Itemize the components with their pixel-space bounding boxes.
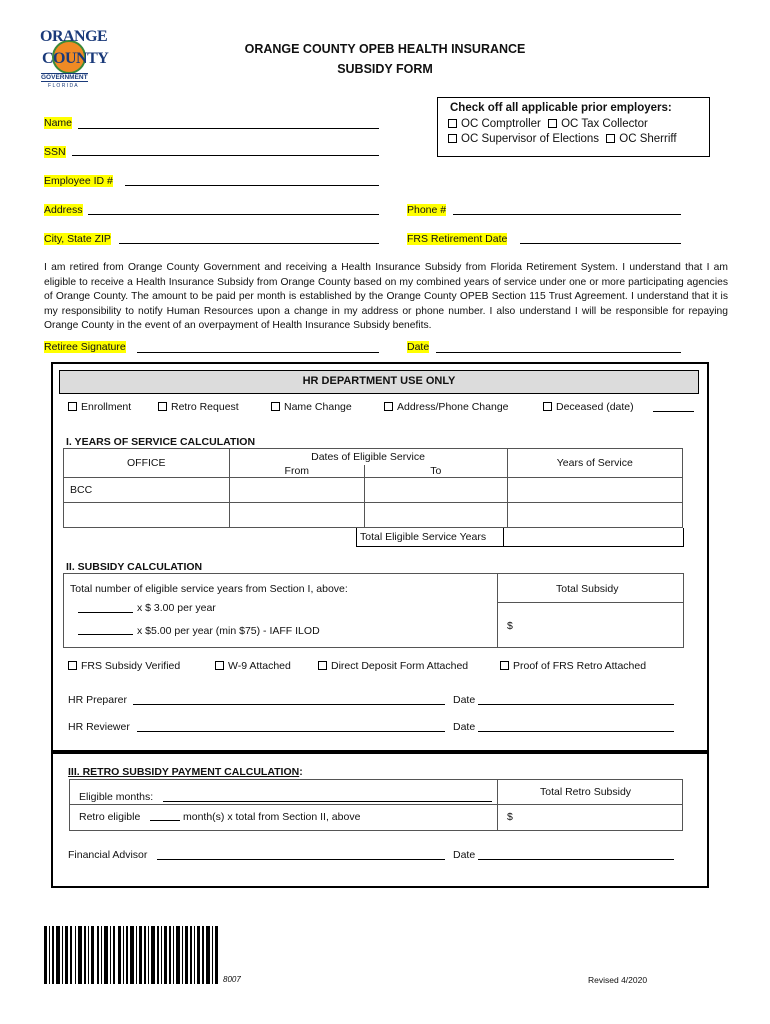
barcode-bar: [176, 926, 180, 984]
financial-advisor-date-field[interactable]: [478, 859, 674, 860]
rate-2-label: x $5.00 per year (min $75) - IAFF ILOD: [137, 625, 320, 637]
retro-total-divider: [497, 780, 498, 830]
address-label: Address: [44, 204, 83, 216]
form-title-line-2: SUBSIDY FORM: [337, 62, 433, 76]
phone-field[interactable]: [453, 214, 681, 215]
checkbox-frs-verified[interactable]: [68, 661, 77, 670]
hr-opt-retro: [158, 401, 239, 413]
checkbox-enrollment[interactable]: [68, 402, 77, 411]
logo-line-1: ORANGE: [40, 28, 108, 45]
barcode-bar: [78, 926, 82, 984]
eligible-months-label: Eligible months:: [79, 791, 154, 803]
hr-preparer-date-field[interactable]: [478, 704, 674, 705]
barcode-bar: [52, 926, 54, 984]
section-3-title-colon: :: [299, 766, 303, 778]
barcode-bar: [126, 926, 128, 984]
section-3-title: [68, 766, 303, 778]
employee-id-field[interactable]: [125, 185, 379, 186]
barcode-bar: [161, 926, 162, 984]
barcode-bar: [194, 926, 195, 984]
hr-department-header: [59, 370, 699, 394]
hr-preparer-label: HR Preparer: [68, 694, 127, 706]
barcode-bar: [169, 926, 171, 984]
barcode-bar: [70, 926, 72, 984]
years-of-service-table: [63, 448, 683, 528]
total-eligible-years-cell[interactable]: [503, 528, 684, 547]
barcode-bar: [151, 926, 155, 984]
signature-date-field[interactable]: [436, 352, 681, 353]
label-oc-tax-collector: OC Tax Collector: [561, 118, 648, 130]
label-oc-supervisor-elections: OC Supervisor of Elections: [461, 133, 600, 145]
bcc-from-cell[interactable]: [229, 477, 365, 502]
label-frs-verified: FRS Subsidy Verified: [81, 660, 181, 672]
check-direct-deposit: [318, 660, 468, 672]
from-header: From: [229, 465, 365, 478]
logo-line-2: COUNTY: [42, 50, 109, 67]
checkbox-proof-frs[interactable]: [500, 661, 509, 670]
office-2-cell[interactable]: [64, 502, 230, 527]
hr-opt-deceased: [543, 401, 634, 413]
label-w9: W-9 Attached: [228, 660, 291, 672]
rate-1-years-field[interactable]: [78, 612, 133, 613]
certification-paragraph: I am retired from Orange County Government and receiving a Health Insurance Subsidy from Florida Retirement System. I understand that I am eligible to receive a Health Insurance Subsidy from Orange County based on my combined years of service under one or more participating agencies of Orange County. The amount to be paid per month is established by the Orange County OPEB Section 115 Trust Agreement. I understand that it is my responsibility to notify Human Resources upon a change in my address or phone number. I also understand I will be responsible for repaying Orange County in the event of an overpayment of Health Insurance Subsidy benefits.: [44, 262, 728, 332]
ssn-label: SSN: [44, 146, 66, 158]
barcode-bar: [88, 926, 89, 984]
barcode-bar: [173, 926, 174, 984]
checkbox-name-change[interactable]: [271, 402, 280, 411]
retro-eligible-tail: month(s) x total from Section II, above: [183, 811, 361, 823]
total-subsidy-label: Total Subsidy: [556, 583, 619, 595]
checkbox-oc-sherriff[interactable]: [606, 134, 615, 143]
county-logo: [38, 28, 109, 90]
revised-date: Revised 4/2020: [588, 975, 648, 985]
employers-heading: Check off all applicable prior employers:: [450, 102, 672, 114]
barcode-bar: [84, 926, 86, 984]
employee-id-label: Employee ID #: [44, 175, 113, 187]
employers-box: [437, 97, 710, 157]
phone-label: Phone #: [407, 204, 447, 216]
total-eligible-years-label: Total Eligible Service Years: [360, 531, 487, 543]
check-w9: [215, 660, 291, 672]
barcode-bar: [206, 926, 210, 984]
checkbox-direct-deposit[interactable]: [318, 661, 327, 670]
rate-1-label: x $ 3.00 per year: [137, 602, 216, 614]
subsidy-total-divider: [497, 574, 498, 647]
ssn-field[interactable]: [72, 155, 379, 156]
checkbox-retro-request[interactable]: [158, 402, 167, 411]
retro-eligible-label: Retro eligible: [79, 811, 141, 823]
barcode-bar: [49, 926, 50, 984]
checkbox-address-change[interactable]: [384, 402, 393, 411]
office-2-to-cell[interactable]: [365, 502, 507, 527]
barcode-bar: [130, 926, 134, 984]
barcode-bar: [62, 926, 63, 984]
hr-department-header-text: HR DEPARTMENT USE ONLY: [302, 375, 456, 387]
hr-department-section: [51, 362, 709, 752]
employers-row-2: [448, 133, 677, 145]
barcode-bar: [157, 926, 159, 984]
barcode-bar: [44, 926, 47, 984]
financial-advisor-field[interactable]: [157, 859, 445, 860]
office-2-years-cell[interactable]: [507, 502, 682, 527]
label-name-change: Name Change: [284, 401, 352, 413]
label-enrollment: Enrollment: [81, 401, 132, 413]
barcode-bar: [212, 926, 213, 984]
office-2-from-cell[interactable]: [229, 502, 365, 527]
dates-header: Dates of Eligible Service: [229, 449, 507, 465]
form-title-line-1: ORANGE COUNTY OPEB HEALTH INSURANCE: [244, 42, 526, 56]
logo-line-4: F L O R I D A: [48, 83, 78, 89]
retro-middle-line: [70, 804, 682, 805]
bcc-years-cell[interactable]: [507, 477, 682, 502]
barcode-bar: [75, 926, 76, 984]
frs-retirement-date-label: FRS Retirement Date: [407, 233, 508, 245]
checkbox-oc-tax-collector[interactable]: [548, 119, 557, 128]
hr-preparer-date-label: Date: [453, 694, 476, 706]
barcode-bar: [110, 926, 111, 984]
checkbox-deceased[interactable]: [543, 402, 552, 411]
city-state-zip-label: City, State ZIP: [44, 233, 111, 245]
barcode-bar: [190, 926, 192, 984]
barcode-bar: [148, 926, 149, 984]
total-retro-subsidy-label: Total Retro Subsidy: [540, 786, 632, 798]
total-eligible-years-label-box: [356, 528, 504, 547]
barcode-bar: [182, 926, 183, 984]
barcode-bar: [101, 926, 102, 984]
label-retro-request: Retro Request: [171, 401, 239, 413]
employers-row-1: [448, 118, 648, 130]
barcode-bar: [113, 926, 115, 984]
hr-opt-enrollment: [68, 401, 131, 413]
checkbox-w9[interactable]: [215, 661, 224, 670]
hr-reviewer-label: HR Reviewer: [68, 721, 130, 733]
hr-preparer-field[interactable]: [133, 704, 445, 705]
barcode-bar: [164, 926, 167, 984]
financial-advisor-label: Financial Advisor: [68, 849, 148, 861]
label-direct-deposit: Direct Deposit Form Attached: [331, 660, 469, 672]
label-proof-frs: Proof of FRS Retro Attached: [513, 660, 647, 672]
check-frs-verified: [68, 660, 180, 672]
frs-retirement-date-field[interactable]: [520, 243, 681, 244]
barcode-bar: [91, 926, 94, 984]
name-field[interactable]: [78, 128, 379, 129]
checkbox-oc-comptroller[interactable]: [448, 119, 457, 128]
retro-dollar: $: [507, 811, 513, 823]
check-proof-frs: [500, 660, 646, 672]
total-subsidy-dollar: $: [507, 620, 513, 632]
rate-2-years-field[interactable]: [78, 634, 133, 635]
form-code: 8007: [223, 975, 241, 984]
barcode-bar: [202, 926, 204, 984]
barcode-bar: [144, 926, 146, 984]
address-field[interactable]: [88, 214, 379, 215]
barcode-bar: [136, 926, 137, 984]
barcode-bar: [197, 926, 200, 984]
retiree-signature-label: Retiree Signature: [44, 341, 126, 353]
deceased-date-field[interactable]: [653, 411, 694, 412]
city-state-zip-field[interactable]: [119, 243, 379, 244]
barcode-bar: [56, 926, 60, 984]
checkbox-oc-supervisor-elections[interactable]: [448, 134, 457, 143]
total-subsidy-header-line: [497, 602, 683, 603]
label-oc-comptroller: OC Comptroller: [461, 118, 541, 130]
barcode-bar: [104, 926, 108, 984]
logo-line-3: GOVERNMENT: [41, 74, 88, 81]
hr-reviewer-date-field[interactable]: [478, 731, 674, 732]
hr-opt-address-change: [384, 401, 509, 413]
retiree-signature-field[interactable]: [137, 352, 379, 353]
eligible-months-field[interactable]: [163, 801, 492, 802]
to-header: To: [365, 465, 507, 478]
financial-advisor-date-label: Date: [453, 849, 476, 861]
section-1-title: I. YEARS OF SERVICE CALCULATION: [66, 436, 256, 448]
section-3-title-text: III. RETRO SUBSIDY PAYMENT CALCULATION: [68, 766, 300, 778]
hr-reviewer-date-label: Date: [453, 721, 476, 733]
barcode-bar: [97, 926, 99, 984]
label-address-change: Address/Phone Change: [397, 401, 509, 413]
barcode-bar: [185, 926, 188, 984]
barcode-bar: [123, 926, 124, 984]
name-label: Name: [44, 117, 73, 129]
signature-date-label: Date: [407, 341, 430, 353]
retro-eligible-months-field[interactable]: [150, 820, 180, 821]
total-years-label: Total number of eligible service years from Section I, above:: [70, 583, 348, 595]
barcode-bar: [65, 926, 68, 984]
bcc-to-cell[interactable]: [365, 477, 507, 502]
office-header: OFFICE: [64, 449, 230, 478]
years-header: Years of Service: [507, 449, 682, 478]
hr-reviewer-field[interactable]: [137, 731, 445, 732]
label-oc-sherriff: OC Sherriff: [619, 133, 677, 145]
barcode-bar: [215, 926, 218, 984]
hr-opt-name-change: [271, 401, 352, 413]
barcode-bar: [139, 926, 142, 984]
bcc-cell: BCC: [64, 477, 230, 502]
barcode-bar: [118, 926, 121, 984]
section-2-title: II. SUBSIDY CALCULATION: [66, 561, 203, 573]
label-deceased: Deceased (date): [556, 401, 634, 413]
